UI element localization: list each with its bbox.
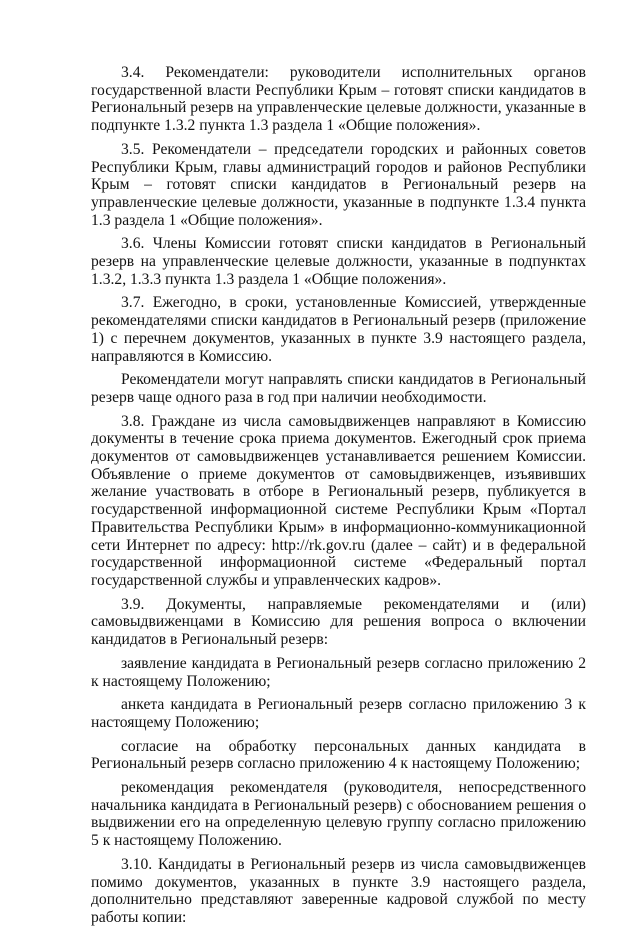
paragraph-3-5: 3.5. Рекомендатели – председатели городских и районных советов Республики Крым, главы администраций городов и районов Республики Крым – готовят списки кандидатов в Региональный резерв на управленческие целевые должности, указанные в подпункте 1.3.4 пункта 1.3 раздела 1 «Общие положения».: [91, 140, 586, 229]
paragraph-3-8: 3.8. Граждане из числа самовыдвиженцев направляют в Комиссию документы в течение срока приема документов. Ежегодный срок приема документов от самовыдвиженцев устанавливается решением Комиссии. Объявление о приеме документов от самовыдвиженцев, изъявивших желание участвовать в отборе в Региональный резерв, публикуется в государственной информационной системе Республики Крым «Портал Правительства Республики Крым» в информационно-коммуникационной сети Интернет по адресу: http://rk.gov.ru (далее – сайт) и в федеральной государственной информационной системе «Федеральный портал государственной службы и управленческих кадров».: [91, 412, 586, 589]
list-item-consent: согласие на обработку персональных данных кандидата в Региональный резерв согласно приложению 4 к настоящему Положению;: [91, 737, 586, 773]
paragraph-3-6: 3.6. Члены Комиссии готовят списки кандидатов в Региональный резерв на управленческие целевые должности, указанные в подпунктах 1.3.2, 1.3.3 пункта 1.3 раздела 1 «Общие положения».: [91, 235, 586, 288]
paragraph-3-4: 3.4. Рекомендатели: руководители исполнительных органов государственной власти Республики Крым – готовят списки кандидатов в Региональный резерв на управленческие целевые должности, указанные в подпункте 1.3.2 пункта 1.3 раздела 1 «Общие положения».: [91, 64, 586, 135]
list-item-recommendation: рекомендация рекомендателя (руководителя, непосредственного начальника кандидата в Региональный резерв) с обоснованием решения о выдвижении его на определенную целевую группу согласно приложению 5 к настоящему Положению.: [91, 779, 586, 850]
paragraph-3-7: 3.7. Ежегодно, в сроки, установленные Комиссией, утвержденные рекомендателями списки кандидатов в Региональный резерв (приложение 1) с перечнем документов, указанных в пункте 3.9 настоящего раздела, направляются в Комиссию.: [91, 294, 586, 365]
list-item-application: заявление кандидата в Региональный резерв согласно приложению 2 к настоящему Положению;: [91, 654, 586, 690]
list-item-questionnaire: анкета кандидата в Региональный резерв согласно приложению 3 к настоящему Положению;: [91, 696, 586, 731]
paragraph-3-9: 3.9. Документы, направляемые рекомендателями и (или) самовыдвиженцами в Комиссию для решения вопроса о включении кандидатов в Региональный резерв:: [91, 595, 586, 649]
paragraph-3-7-note: Рекомендатели могут направлять списки кандидатов в Региональный резерв чаще одного раза в год при наличии необходимости.: [91, 371, 586, 406]
document-page: [91, 64, 586, 933]
paragraph-3-10: 3.10. Кандидаты в Региональный резерв из числа самовыдвиженцев помимо документов, указанных в пункте 3.9 настоящего раздела, дополнительно представляют заверенные кадровой службой по месту работы копии:: [91, 855, 586, 926]
